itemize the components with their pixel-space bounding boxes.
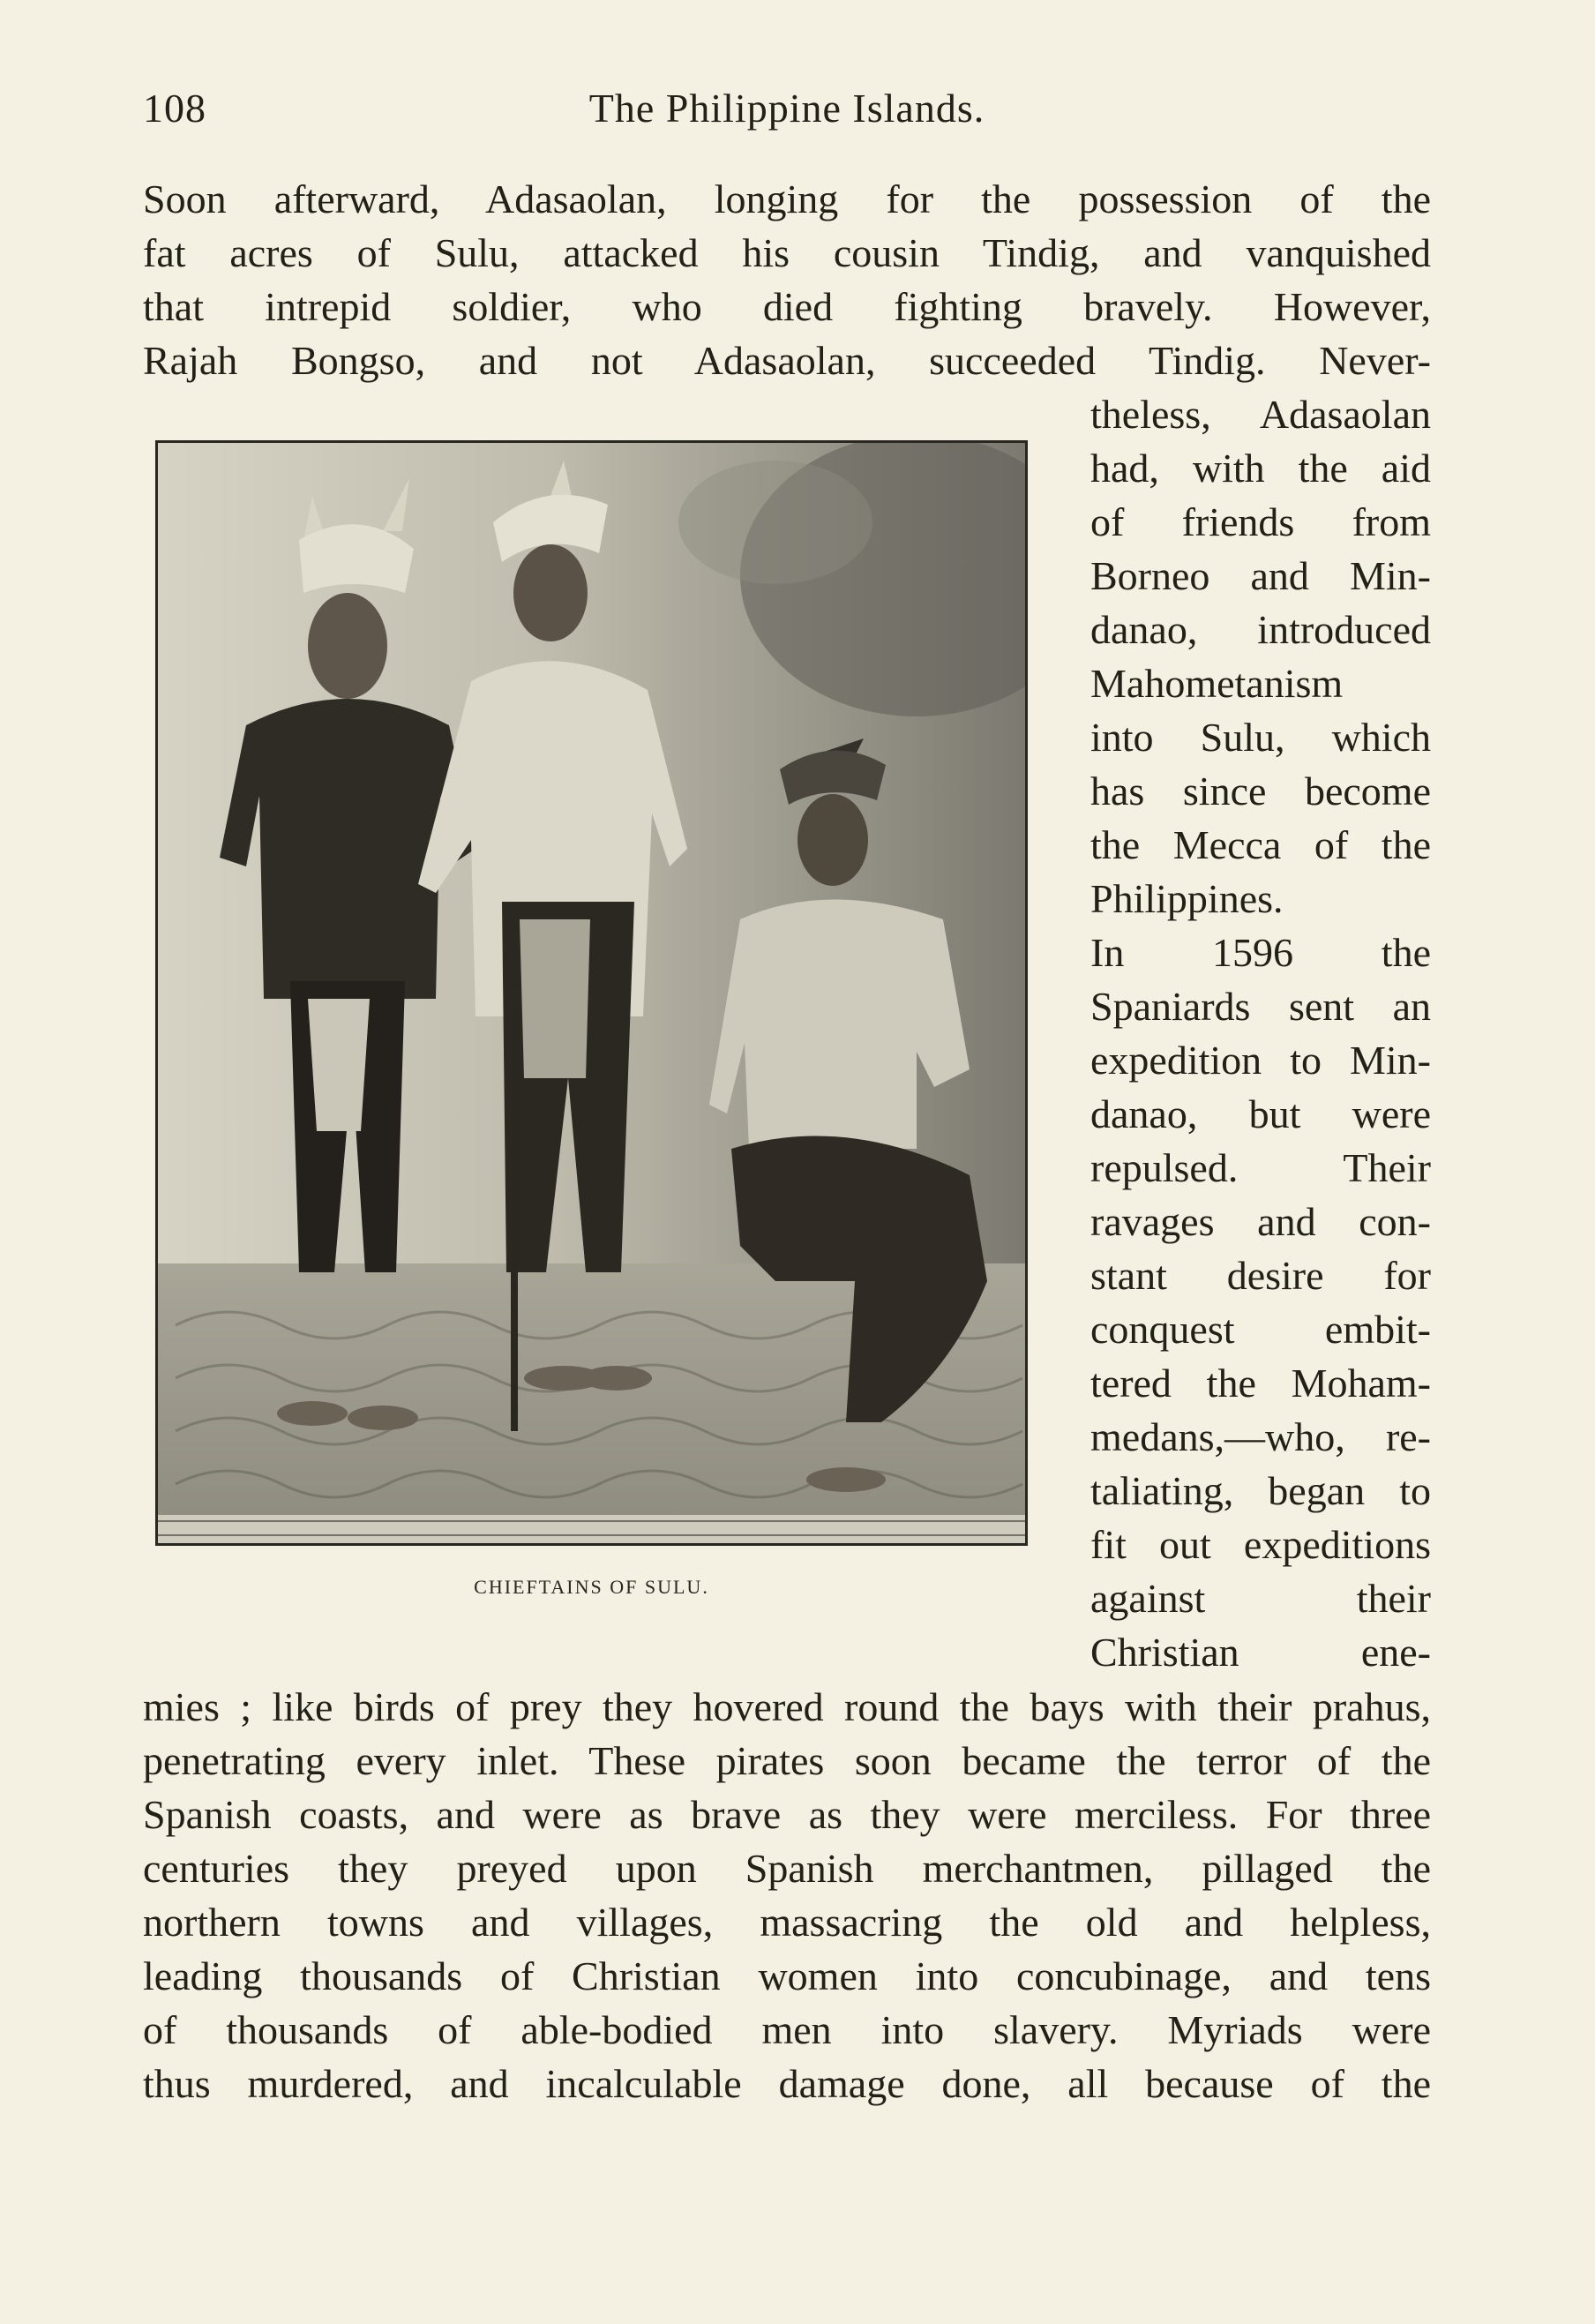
text-line: danao, but were bbox=[1090, 1091, 1431, 1136]
text-line: leading thousands of Christian women into concubinage, and tens bbox=[143, 1953, 1431, 1998]
text-line: stant desire for bbox=[1090, 1253, 1431, 1298]
text-line: had, with the aid bbox=[1090, 446, 1431, 491]
text-line: tered the Moham- bbox=[1090, 1361, 1431, 1406]
text-line: of thousands of able-bodied men into slavery. Myriads were bbox=[143, 2007, 1431, 2052]
text-line: centuries they preyed upon Spanish merchantmen, pillaged the bbox=[143, 1846, 1431, 1891]
text-line: expedition to Min- bbox=[1090, 1038, 1431, 1083]
running-title: The Philippine Islands. bbox=[588, 86, 985, 131]
page-number: 108 bbox=[143, 86, 206, 131]
text-line: mies ; like birds of prey they hovered round the bays with their prahus, bbox=[143, 1684, 1431, 1729]
text-line: Borneo and Min- bbox=[1090, 553, 1431, 598]
text-line: Philippines. bbox=[1090, 876, 1284, 921]
text-line: danao, introduced bbox=[1090, 607, 1431, 652]
photo-plate bbox=[155, 440, 1028, 1546]
text-line: penetrating every inlet. These pirates soon became the terror of the bbox=[143, 1738, 1431, 1783]
text-line: Soon afterward, Adasaolan, longing for the possession of the bbox=[143, 176, 1431, 221]
text-line: theless, Adasaolan bbox=[1090, 392, 1431, 437]
text-line: Mahometanism bbox=[1090, 661, 1344, 706]
text-line: fat acres of Sulu, attacked his cousin Tindig, and vanquished bbox=[143, 230, 1431, 275]
text-line: Rajah Bongso, and not Adasaolan, succeeded Tindig. Never- bbox=[143, 338, 1431, 383]
text-line: medans,—who, re- bbox=[1090, 1414, 1431, 1459]
chieftains-photograph bbox=[158, 443, 1025, 1543]
text-line: taliating, began to bbox=[1090, 1468, 1431, 1513]
text-line: fit out expeditions bbox=[1090, 1522, 1431, 1567]
text-line: repulsed. Their bbox=[1090, 1145, 1431, 1190]
figure-caption: CHIEFTAINS OF SULU. bbox=[474, 1576, 709, 1598]
text-line: Spanish coasts, and were as brave as they were merciless. For three bbox=[143, 1792, 1431, 1837]
text-line: Christian ene- bbox=[1090, 1630, 1431, 1675]
text-line: thus murdered, and incalculable damage done, all because of the bbox=[143, 2061, 1431, 2106]
text-line: into Sulu, which bbox=[1090, 715, 1431, 760]
text-line: against their bbox=[1090, 1576, 1431, 1621]
text-line: has since become bbox=[1090, 768, 1431, 813]
text-line: northern towns and villages, massacring the old and helpless, bbox=[143, 1900, 1431, 1945]
text-line: Spaniards sent an bbox=[1090, 984, 1431, 1029]
text-line: of friends from bbox=[1090, 499, 1431, 544]
text-line: In 1596 the bbox=[1090, 930, 1431, 975]
text-line: ravages and con- bbox=[1090, 1199, 1431, 1244]
text-line: that intrepid soldier, who died fighting bravely. However, bbox=[143, 284, 1431, 329]
running-header bbox=[143, 85, 1431, 138]
text-line: conquest embit- bbox=[1090, 1307, 1431, 1352]
text-line: the Mecca of the bbox=[1090, 822, 1431, 867]
